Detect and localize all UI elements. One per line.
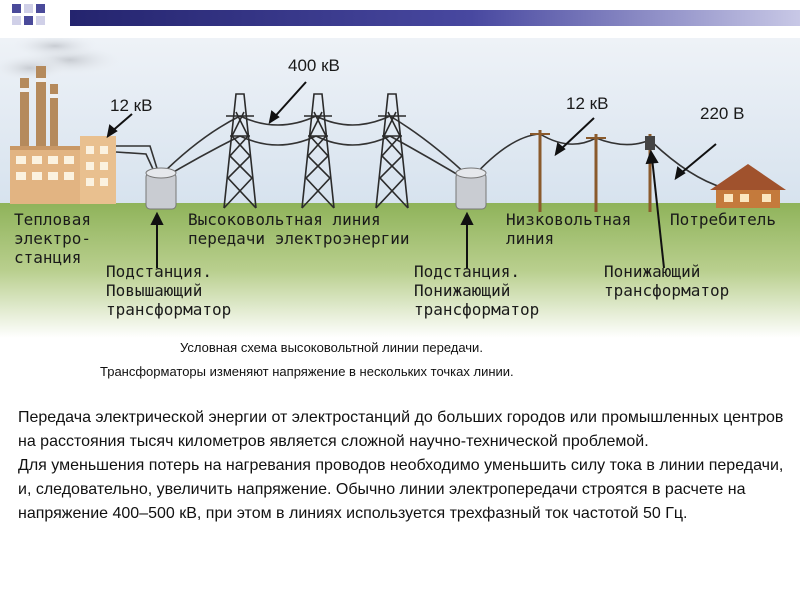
voltage-label-high: 400 кВ bbox=[288, 56, 340, 75]
label-substation-up: Подстанция. Повышающий трансформатор bbox=[106, 262, 232, 319]
pole-transformer-icon bbox=[645, 136, 655, 150]
header-square bbox=[24, 4, 33, 13]
header-square bbox=[36, 16, 45, 25]
body-text bbox=[18, 406, 788, 526]
header-square bbox=[24, 16, 33, 25]
voltage-label-plant: 12 кВ bbox=[110, 96, 153, 115]
label-lv-line: Низковольтная линия bbox=[506, 210, 632, 248]
header-square bbox=[12, 4, 21, 13]
voltage-label-low: 12 кВ bbox=[566, 94, 609, 113]
label-hv-line: Высоковольтная линия передачи электроэнергии bbox=[188, 210, 410, 248]
transmission-diagram bbox=[0, 38, 800, 338]
caption-line-2: Трансформаторы изменяют напряжение в нескольких точках линии. bbox=[100, 364, 514, 379]
body-paragraph-1: Передача электрической энергии от электростанций до больших городов или промышленных центров на расстояния тысяч километров является сложной научно-технической проблемой. bbox=[18, 409, 784, 450]
substation-transformer-icon bbox=[146, 168, 176, 209]
label-consumer: Потребитель bbox=[670, 210, 776, 229]
substation-transformer-icon bbox=[456, 168, 486, 209]
slide-header-bar bbox=[0, 0, 800, 34]
header-rule bbox=[70, 10, 800, 26]
label-step-down-transformer: Понижающий трансформатор bbox=[604, 262, 730, 300]
caption-line-1: Условная схема высоковольтной линии передачи. bbox=[180, 340, 483, 355]
label-substation-down: Подстанция. Понижающий трансформатор bbox=[414, 262, 540, 319]
label-power-plant: Тепловая электро- станция bbox=[14, 210, 92, 267]
body-paragraph-2: Для уменьшения потерь на нагревания проводов необходимо уменьшить силу тока в линии передачи, и, следовательно, увеличить напряжение. Обычно линии электропередачи строятся в расчете на напряжение 400–500 кВ, при этом в линиях используется трехфазный ток частотой 50 Гц. bbox=[18, 457, 784, 522]
header-square bbox=[36, 4, 45, 13]
header-square bbox=[12, 16, 21, 25]
voltage-label-consumer: 220 В bbox=[700, 104, 745, 123]
